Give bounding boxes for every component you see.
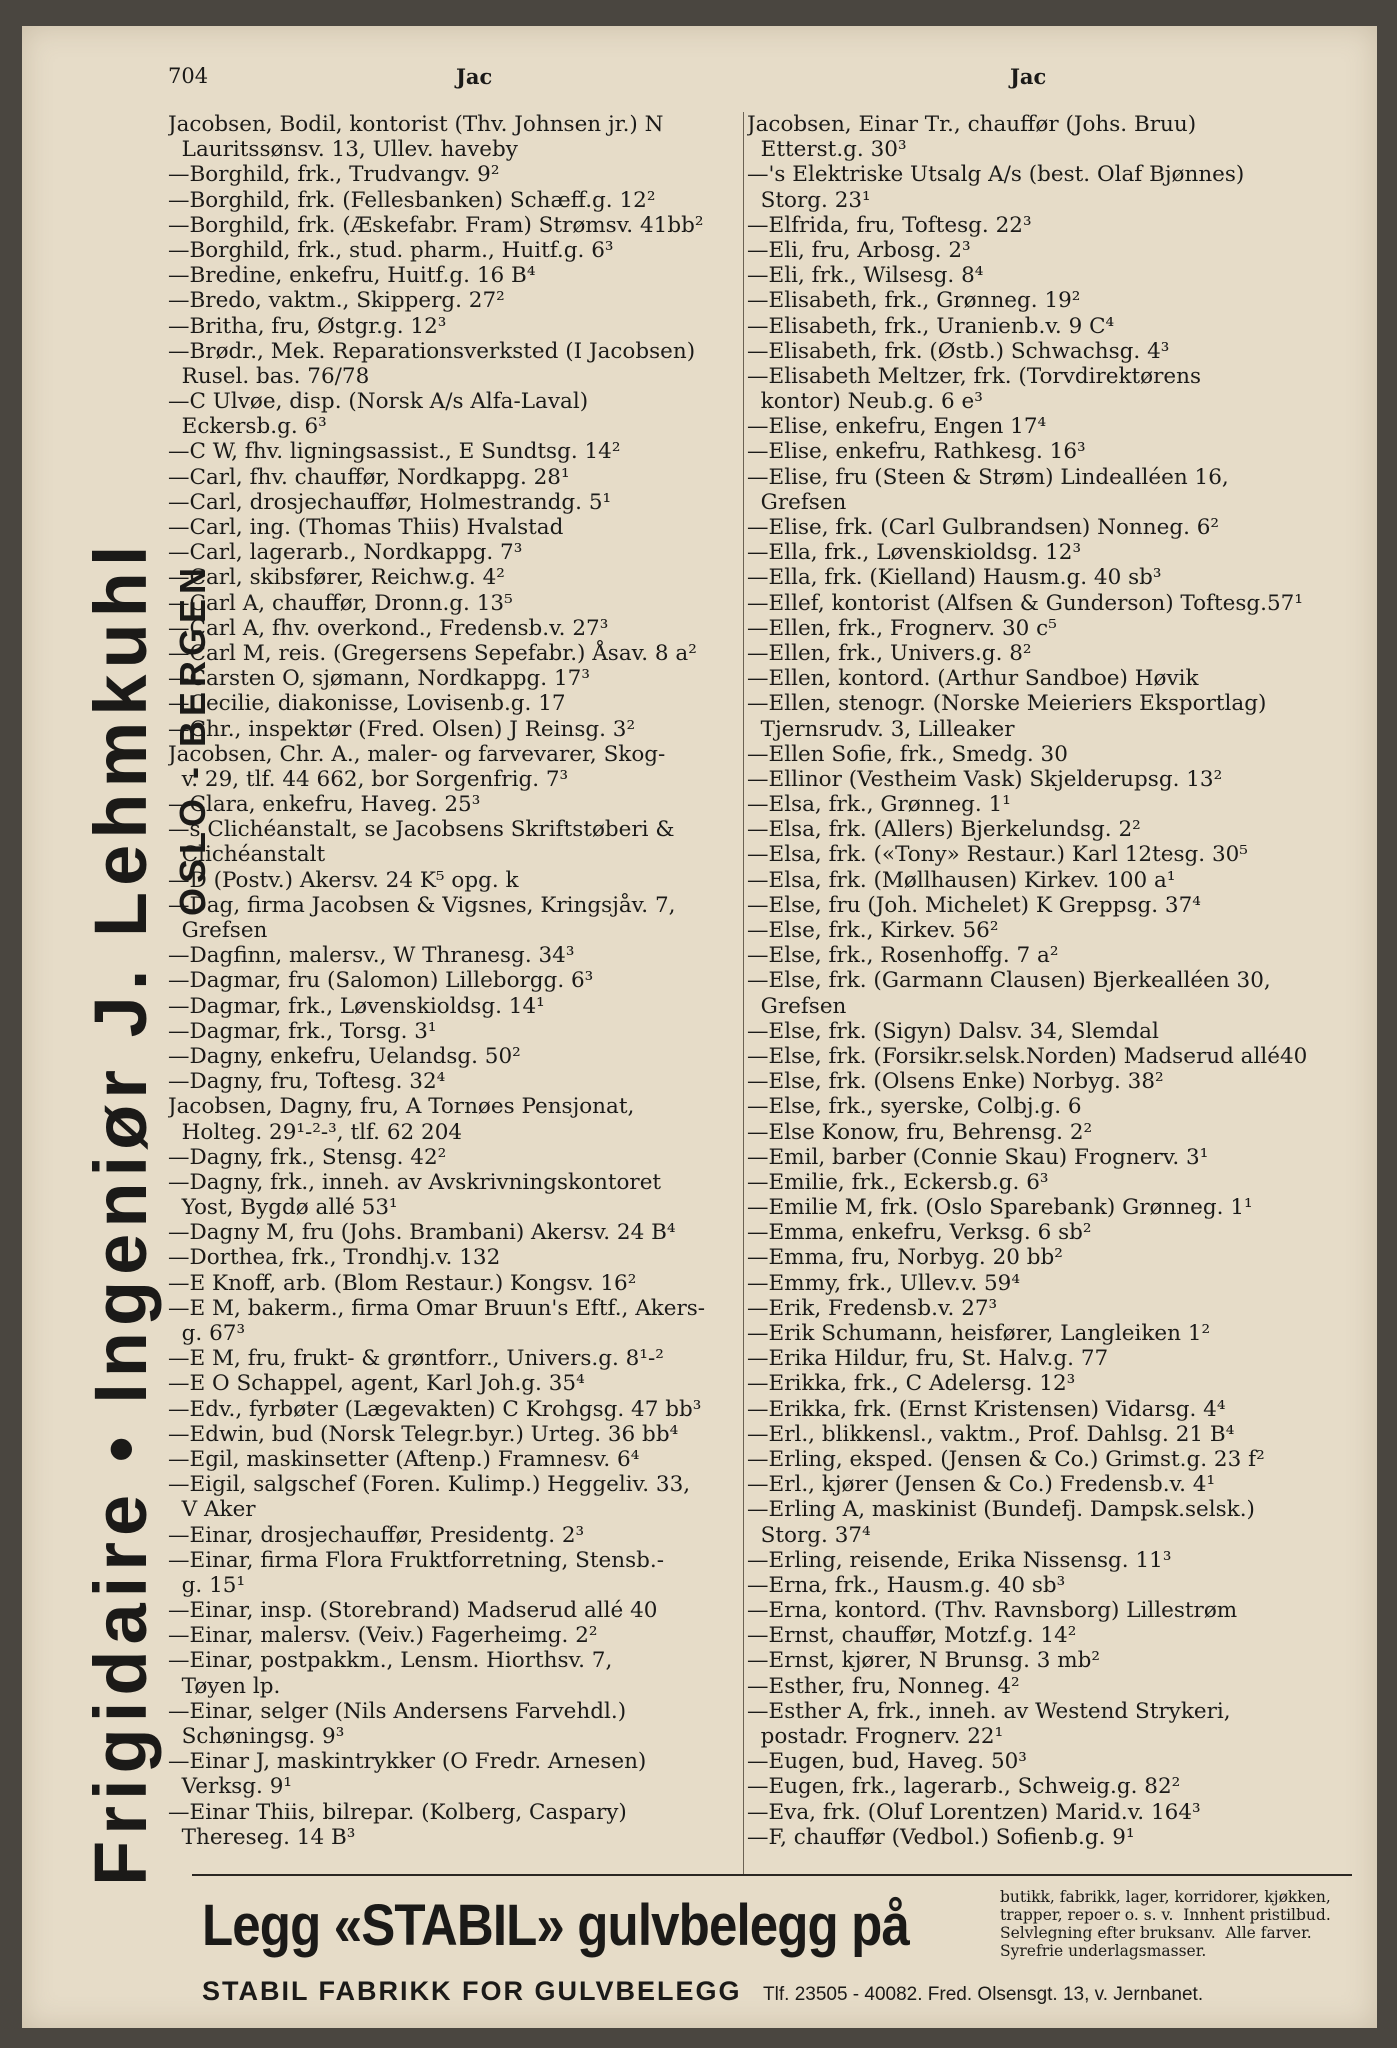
directory-entry-line: —Elsa, frk., Grønneg. 1¹ <box>747 792 1011 818</box>
directory-entry-line: —Elisabeth Meltzer, frk. (Torvdirektørens <box>747 363 1201 389</box>
directory-entry-line: —Esther, fru, Nonneg. 4² <box>747 1673 1020 1699</box>
directory-entry-line: —Carl, drosjechauffør, Holmestrandg. 5¹ <box>168 489 612 515</box>
directory-entry-line: —Else, frk., Rosenhoffg. 7 a² <box>747 943 1059 969</box>
directory-entry-line: —Eigil, salgschef (Foren. Kulimp.) Heggeliv. 33, <box>168 1472 691 1498</box>
directory-entry-line: —Einar, drosjechauffør, Presidentg. 2³ <box>168 1522 585 1548</box>
directory-entry-line: —Einar J, maskintrykker (O Fredr. Arnesen) <box>168 1749 647 1775</box>
directory-entry-line: —Elise, frk. (Carl Gulbrandsen) Nonneg. 6² <box>747 515 1220 540</box>
directory-entry-line: —Ernst, chauffør, Motzf.g. 14² <box>747 1623 1077 1649</box>
directory-entry-line: Etterst.g. 30³ <box>747 137 907 163</box>
directory-entry-line: —Else, frk. (Garmann Clausen) Bjerkealléen 30, <box>747 968 1271 994</box>
page-header <box>22 64 1377 104</box>
directory-entry-line: —Dagmar, fru (Salomon) Lilleborgg. 6³ <box>168 968 594 994</box>
directory-entry-line: —Edwin, bud (Norsk Telegr.byr.) Urteg. 36 bb⁴ <box>168 1421 679 1447</box>
directory-entry-line: Storg. 37⁴ <box>747 1522 871 1548</box>
directory-entry-line: Grefsen <box>168 918 268 943</box>
directory-entry-line: —Elsa, frk. (Allers) Bjerkelundsg. 2² <box>747 817 1141 843</box>
ad-contact-info: Tlf. 23505 - 40082. Fred. Olsensgt. 13, v. Jernbanet. <box>763 1984 1204 2005</box>
column-divider <box>743 112 744 1874</box>
directory-entry-line: —Dagny, frk., inneh. av Avskrivningskontoret <box>168 1169 662 1195</box>
directory-entry-line: Storg. 23¹ <box>747 187 871 213</box>
directory-entry-line: —Emma, fru, Norbyg. 20 bb² <box>747 1245 1063 1271</box>
directory-entry-line: —Erl., kjører (Jensen & Co.) Fredensb.v. 4¹ <box>747 1472 1216 1498</box>
directory-entry-line: —Ellef, kontorist (Alfsen & Gunderson) Toftesg.57¹ <box>747 590 1303 616</box>
directory-entry-line: —Erikka, frk., C Adelersg. 12³ <box>747 1371 1076 1397</box>
directory-entry-line: Tjernsrudv. 3, Lilleaker <box>747 716 1015 742</box>
directory-entry-line: Jacobsen, Chr. A., maler- og farvevarer, Skog- <box>168 741 666 767</box>
directory-entry-line: —Elsa, frk. (Møllhausen) Kirkev. 100 a¹ <box>747 867 1176 893</box>
directory-entry-line: —Carsten O, sjømann, Nordkappg. 17³ <box>168 666 590 692</box>
bottom-advertisement <box>192 1874 1352 2016</box>
directory-entry-line: —Elisabeth, frk. (Østb.) Schwachsg. 4³ <box>747 338 1170 364</box>
directory-entry-line: —Eugen, bud, Haveg. 50³ <box>747 1749 1027 1775</box>
directory-entry-line: —Einar, insp. (Storebrand) Madserud allé 40 <box>168 1598 658 1624</box>
directory-entry-line: —Else, fru (Joh. Michelet) K Greppsg. 37⁴ <box>747 892 1201 918</box>
directory-entry-line: Jacobsen, Bodil, kontorist (Thv. Johnsen jr.) N <box>168 112 664 137</box>
side-ad-main-text: Frigidaire • Ingeniør J. Lehmkuhl <box>79 539 162 1886</box>
directory-entry-line: Jacobsen, Dagny, fru, A Tornøes Pensjonat, <box>168 1094 635 1120</box>
directory-entry-line: —Borghild, frk. (Fellesbanken) Schæff.g. 12² <box>168 187 656 213</box>
directory-entry-line: Grefsen <box>747 993 847 1019</box>
left-column-entries <box>168 112 742 1850</box>
directory-entry-line: g. 15¹ <box>168 1572 246 1598</box>
directory-entry-line: —Ellen Sofie, frk., Smedg. 30 <box>747 741 1068 767</box>
directory-entry-line: —Emilie M, frk. (Oslo Sparebank) Grønneg. 1¹ <box>747 1195 1253 1221</box>
directory-entry-line: —Else Konow, fru, Behrensg. 2² <box>747 1119 1093 1145</box>
directory-entry-line: —Carl M, reis. (Gregersens Sepefabr.) Åsav. 8 a² <box>168 640 697 666</box>
directory-entry-line: —Else, frk., syerske, Colbj.g. 6 <box>747 1094 1082 1120</box>
directory-entry-line: —Erik Schumann, heisfører, Langleiken 1² <box>747 1321 1211 1346</box>
directory-entry-line: —Carl, ing. (Thomas Thiis) Hvalstad <box>168 515 564 540</box>
directory-entry-line: kontor) Neub.g. 6 e³ <box>747 389 983 415</box>
directory-entry-line: Jacobsen, Einar Tr., chauffør (Johs. Bruu) <box>747 112 1197 137</box>
directory-entry-line: Rusel. bas. 76/78 <box>168 363 370 389</box>
directory-entry-line: —Dag, firma Jacobsen & Vigsnes, Kringsjåv. 7, <box>168 892 676 918</box>
directory-entry-line: —Ellen, kontord. (Arthur Sandboe) Høvik <box>747 666 1199 692</box>
directory-entry-line: —D (Postv.) Akersv. 24 K⁵ opg. k <box>168 867 519 893</box>
directory-entry-line: —Erling, reisende, Erika Nissensg. 11³ <box>747 1547 1172 1573</box>
directory-entry-line: —Carl A, chauffør, Dronn.g. 13⁵ <box>168 590 513 616</box>
directory-entry-line: —Else, frk., Kirkev. 56² <box>747 918 999 943</box>
right-column-entries <box>747 112 1321 1850</box>
directory-entry-line: —Ellen, stenogr. (Norske Meieriers Eksportlag) <box>747 691 1267 717</box>
directory-entry-line: —Ellen, frk., Frognerv. 30 c⁵ <box>747 615 1057 641</box>
directory-entry-line: —Eli, frk., Wilsesg. 8⁴ <box>747 263 984 289</box>
directory-entry-line: —Dagny M, fru (Johs. Brambani) Akersv. 24 B⁴ <box>168 1220 676 1246</box>
directory-entry-line: —Elsa, frk. («Tony» Restaur.) Karl 12tesg. 30⁵ <box>747 842 1248 868</box>
directory-entry-line: —Erna, frk., Hausm.g. 40 sb³ <box>747 1572 1066 1598</box>
directory-entry-line: —Einar, postpakkm., Lensm. Hiorthsv. 7, <box>168 1648 613 1674</box>
directory-entry-line: Lauritssønsv. 13, Ullev. haveby <box>168 137 518 163</box>
directory-entry-line: —Erika Hildur, fru, St. Halv.g. 77 <box>747 1346 1109 1372</box>
directory-entry-line: —Emilie, frk., Eckersb.g. 6³ <box>747 1169 1049 1195</box>
ad-footer <box>202 1976 1203 2007</box>
directory-entry-line: Eckersb.g. 6³ <box>168 414 327 440</box>
directory-entry-line: —Clara, enkefru, Haveg. 25³ <box>168 792 481 818</box>
directory-entry-line: —Erikka, frk. (Ernst Kristensen) Vidarsg. 4⁴ <box>747 1396 1226 1422</box>
directory-entry-line: —Elise, enkefru, Rathkesg. 16³ <box>747 439 1086 465</box>
directory-entry-line: —Else, frk. (Forsikr.selsk.Norden) Madserud allé40 <box>747 1043 1308 1069</box>
directory-entry-line: Tøyen lp. <box>168 1673 281 1699</box>
directory-entry-line: —Brødr., Mek. Reparationsverksted (I Jacobsen) <box>168 338 696 364</box>
directory-entry-line: —Bredo, vaktm., Skipperg. 27² <box>168 288 505 314</box>
directory-entry-line: —Chr., inspektør (Fred. Olsen) J Reinsg. 3² <box>168 716 636 742</box>
directory-entry-line: —Eli, fru, Arbosg. 2³ <box>747 237 971 263</box>
directory-entry-line: —Erl., blikkensl., vaktm., Prof. Dahlsg. 21 B⁴ <box>747 1421 1235 1447</box>
directory-entry-line: —Ellinor (Vestheim Vask) Skjelderupsg. 13² <box>747 766 1223 792</box>
directory-entry-line: —Edv., fyrbøter (Lægevakten) C Krohgsg. 47 bb³ <box>168 1396 702 1422</box>
directory-entry-line: —Else, frk. (Sigyn) Dalsv. 34, Slemdal <box>747 1018 1159 1044</box>
directory-entry-line: Grefsen <box>747 489 847 515</box>
directory-entry-line: —Dagny, enkefru, Uelandsg. 50² <box>168 1043 521 1069</box>
directory-entry-line: —Emmy, frk., Ullev.v. 59⁴ <box>747 1270 1020 1296</box>
directory-entry-line: —C W, fhv. ligningsassist., E Sundtsg. 14² <box>168 439 621 465</box>
directory-entry-line: —Carl, lagerarb., Nordkappg. 7³ <box>168 540 523 566</box>
directory-entry-line: —Dagny, frk., Stensg. 42² <box>168 1144 447 1170</box>
directory-entry-line: —Britha, fru, Østgr.g. 12³ <box>168 313 447 339</box>
directory-page <box>22 26 1377 2028</box>
directory-entry-line: —E O Schappel, agent, Karl Joh.g. 35⁴ <box>168 1371 585 1397</box>
directory-entry-line: —Dorthea, frk., Trondhj.v. 132 <box>168 1245 501 1271</box>
directory-entry-line: Clichéanstalt <box>168 842 326 868</box>
directory-entry-line: —Eugen, frk., lagerarb., Schweig.g. 82² <box>747 1774 1181 1800</box>
right-running-heading: Jac <box>1010 64 1047 89</box>
directory-entry-line: —Ellen, frk., Univers.g. 8² <box>747 640 1032 666</box>
directory-entry-line: Schøningsg. 9³ <box>168 1724 345 1749</box>
directory-entry-line: V Aker <box>168 1497 256 1523</box>
left-running-heading: Jac <box>456 64 493 89</box>
directory-entry-line: —E M, fru, frukt- & grøntforr., Univers.g. 8¹-² <box>168 1346 664 1372</box>
directory-entry-line: Holteg. 29¹-²-³, tlf. 62 204 <box>168 1119 463 1145</box>
directory-entry-line: —Emma, enkefru, Verksg. 6 sb² <box>747 1220 1092 1246</box>
directory-entry-line: —Erik, Fredensb.v. 27³ <box>747 1295 998 1321</box>
directory-entry-line: Verksg. 9¹ <box>168 1774 293 1800</box>
directory-entry-line: postadr. Frognerv. 22¹ <box>747 1724 1004 1749</box>
directory-entry-line: —'s Elektriske Utsalg A/s (best. Olaf Bjønnes) <box>747 162 1245 188</box>
directory-entry-line: —Carl A, fhv. overkond., Fredensb.v. 27³ <box>168 615 609 641</box>
directory-entry-line: —C Ulvøe, disp. (Norsk A/s Alfa-Laval) <box>168 389 589 415</box>
directory-entry-line: —Elise, enkefru, Engen 17⁴ <box>747 414 1047 440</box>
directory-entry-line: —Einar, malersv. (Veiv.) Fagerheimg. 2² <box>168 1623 598 1649</box>
page-number: 704 <box>168 64 209 88</box>
directory-entry-line: —Elisabeth, frk., Grønneg. 19² <box>747 288 1081 314</box>
directory-entry-line: —Erling A, maskinist (Bundefj. Dampsk.selsk.) <box>747 1497 1255 1523</box>
directory-entry-line: —Esther A, frk., inneh. av Westend Strykeri, <box>747 1698 1231 1724</box>
ad-description: butikk, fabrikk, lager, korridorer, kjøkken, trapper, repoer o. s. v. Innhent pristilbud. Selvlegning efter bruksanv. Alle farver. Syrefrie underlagsmasser. <box>1000 1888 1331 1960</box>
directory-entry-line: —Erling, eksped. (Jensen & Co.) Grimst.g. 23 f² <box>747 1446 1265 1472</box>
directory-entry-line: —Egil, maskinsetter (Aftenp.) Framnesv. 6⁴ <box>168 1446 640 1472</box>
directory-entry-line: —Borghild, frk., stud. pharm., Huitf.g. 6³ <box>168 237 614 263</box>
directory-entry-line: —Carl, fhv. chauffør, Nordkappg. 28¹ <box>168 464 570 490</box>
directory-entry-line: —s Clichéanstalt, se Jacobsens Skriftstøberi & <box>168 817 675 843</box>
directory-entry-line: v. 29, tlf. 44 662, bor Sorgenfrig. 7³ <box>168 766 569 792</box>
directory-entry-line: —Cecilie, diakonisse, Lovisenb.g. 17 <box>168 691 566 717</box>
directory-entry-line: —Ella, frk., Løvenskioldsg. 12³ <box>747 540 1082 566</box>
directory-entry-line: —Elise, fru (Steen & Strøm) Lindealléen 16, <box>747 464 1229 490</box>
directory-entry-line: —Einar Thiis, bilrepar. (Kolberg, Caspary) <box>168 1799 627 1825</box>
directory-entry-line: —Dagny, fru, Toftesg. 32⁴ <box>168 1069 446 1095</box>
directory-entry-line: —Bredine, enkefru, Huitf.g. 16 B⁴ <box>168 263 536 289</box>
ad-headline: Legg «STABIL» gulvbelegg på <box>202 1893 909 1958</box>
directory-entry-line: —Einar, firma Flora Fruktforretning, Stensb.- <box>168 1547 665 1573</box>
directory-entry-line: —Borghild, frk. (Æskefabr. Fram) Strømsv. 41bb² <box>168 212 704 238</box>
directory-entry-line: —Eva, frk. (Oluf Lorentzen) Marid.v. 164³ <box>747 1799 1201 1825</box>
directory-entry-line: —Dagmar, frk., Løvenskioldsg. 14¹ <box>168 993 545 1019</box>
directory-entry-line: —Ernst, kjører, N Brunsg. 3 mb² <box>747 1648 1101 1674</box>
side-ad-sub-text: OSLO - BERGEN <box>172 562 213 916</box>
directory-entry-line: —Dagfinn, malersv., W Thranesg. 34³ <box>168 943 575 969</box>
directory-entry-line: g. 67³ <box>168 1321 246 1346</box>
directory-entry-line: —Carl, skibsfører, Reichw.g. 4² <box>168 565 505 591</box>
directory-entry-line: —Else, frk. (Olsens Enke) Norbyg. 38² <box>747 1069 1164 1095</box>
directory-entry-line: —Elfrida, fru, Toftesg. 22³ <box>747 212 1032 238</box>
directory-entry-line: —Erna, kontord. (Thv. Ravnsborg) Lillestrøm <box>747 1598 1238 1624</box>
directory-entry-line: —Einar, selger (Nils Andersens Farvehdl.) <box>168 1698 627 1724</box>
directory-entry-line: —Borghild, frk., Trudvangv. 9² <box>168 162 500 188</box>
directory-entry-line: —Elisabeth, frk., Uranienb.v. 9 C⁴ <box>747 313 1115 339</box>
directory-entry-line: —Emil, barber (Connie Skau) Frognerv. 3¹ <box>747 1144 1209 1170</box>
directory-entry-line: Thereseg. 14 B³ <box>168 1824 356 1850</box>
directory-entry-line: —F, chauffør (Vedbol.) Sofienb.g. 9¹ <box>747 1824 1135 1850</box>
directory-entry-line: Yost, Bygdø allé 53¹ <box>168 1195 398 1221</box>
directory-entry-line: —E M, bakerm., firma Omar Bruun's Eftf., Akers- <box>168 1295 706 1321</box>
directory-entry-line: —Ella, frk. (Kielland) Hausm.g. 40 sb³ <box>747 565 1162 591</box>
directory-entry-line: —E Knoff, arb. (Blom Restaur.) Kongsv. 16² <box>168 1270 637 1296</box>
ad-company-name: STABIL FABRIKK FOR GULVBELEGG <box>202 1976 742 2006</box>
directory-entry-line: —Dagmar, frk., Torsg. 3¹ <box>168 1018 437 1044</box>
